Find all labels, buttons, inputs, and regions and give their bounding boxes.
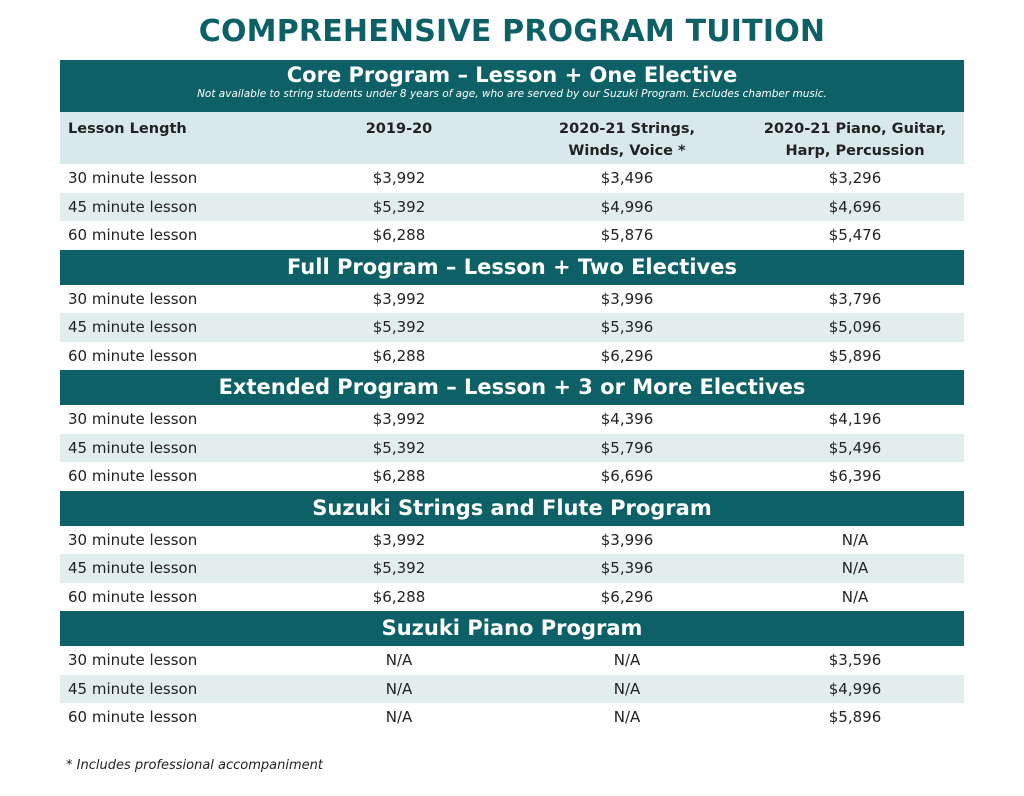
table-row (60, 193, 964, 222)
cell-length: 45 minute lesson (68, 679, 198, 698)
cell-length: 45 minute lesson (68, 318, 198, 337)
cell-piano: $3,596 (828, 651, 882, 670)
cell-strings: N/A (613, 708, 641, 727)
cell-length: 60 minute lesson (68, 226, 198, 245)
cell-piano: $5,496 (828, 438, 882, 457)
cell-length: 30 minute lesson (68, 289, 198, 308)
cell-length: 60 minute lesson (68, 467, 198, 486)
cell-piano: N/A (841, 559, 869, 578)
cell-strings: N/A (613, 679, 641, 698)
cell-2019-20: $6,288 (372, 226, 426, 245)
col-header-piano-guitar-harp-percussion (746, 112, 964, 164)
cell-2019-20: $3,992 (372, 289, 426, 308)
col-header-strings-winds-voice (508, 112, 746, 164)
cell-strings: $5,876 (600, 226, 654, 245)
cell-length: 45 minute lesson (68, 559, 198, 578)
section-header-suzuki-piano: Suzuki Piano Program (60, 611, 964, 646)
cell-piano: $3,796 (828, 289, 882, 308)
cell-2019-20: $5,392 (372, 318, 426, 337)
table-row (60, 434, 964, 463)
cell-2019-20: N/A (385, 708, 413, 727)
section-header-full: Full Program – Lesson + Two Electives (60, 250, 964, 285)
cell-strings: $6,296 (600, 346, 654, 365)
col-header-length: Lesson Length (68, 121, 187, 137)
cell-2019-20: $5,392 (372, 559, 426, 578)
page-title: COMPREHENSIVE PROGRAM TUITION (198, 14, 826, 49)
cell-piano: $3,296 (828, 169, 882, 188)
cell-piano: $4,196 (828, 410, 882, 429)
section-header-core (60, 60, 964, 112)
col-header-line: Winds, Voice * (568, 143, 686, 159)
cell-length: 30 minute lesson (68, 530, 198, 549)
tuition-table (60, 60, 964, 732)
cell-strings: $6,296 (600, 587, 654, 606)
cell-length: 30 minute lesson (68, 410, 198, 429)
cell-strings: $6,696 (600, 467, 654, 486)
section-note: Not available to string students under 8 years of age, who are served by our Suzuki Program. Excludes chamber music. (197, 88, 827, 100)
table-row (60, 313, 964, 342)
cell-length: 60 minute lesson (68, 346, 198, 365)
cell-strings: N/A (613, 651, 641, 670)
section-header-suzuki-strings: Suzuki Strings and Flute Program (60, 491, 964, 526)
cell-2019-20: $6,288 (372, 467, 426, 486)
table-row (60, 554, 964, 583)
cell-piano: $5,896 (828, 708, 882, 727)
cell-strings: $3,996 (600, 289, 654, 308)
table-row (60, 675, 964, 704)
cell-2019-20: $6,288 (372, 346, 426, 365)
cell-2019-20: N/A (385, 651, 413, 670)
table-row (60, 221, 964, 250)
cell-2019-20: $5,392 (372, 438, 426, 457)
col-header-line: 2020-21 Piano, Guitar, (763, 121, 947, 137)
table-row (60, 462, 964, 491)
cell-piano: $5,896 (828, 346, 882, 365)
cell-length: 60 minute lesson (68, 587, 198, 606)
cell-length: 30 minute lesson (68, 169, 198, 188)
cell-piano: $5,096 (828, 318, 882, 337)
col-header-2019-20: 2019-20 (365, 121, 433, 137)
table-row (60, 646, 964, 675)
cell-2019-20: $5,392 (372, 197, 426, 216)
cell-length: 60 minute lesson (68, 708, 198, 727)
cell-strings: $5,396 (600, 559, 654, 578)
cell-strings: $4,996 (600, 197, 654, 216)
cell-strings: $3,496 (600, 169, 654, 188)
table-row (60, 164, 964, 193)
cell-2019-20: $3,992 (372, 530, 426, 549)
cell-strings: $5,396 (600, 318, 654, 337)
section-header-extended: Extended Program – Lesson + 3 or More Electives (60, 370, 964, 405)
cell-piano: $5,476 (828, 226, 882, 245)
table-row (60, 342, 964, 371)
cell-strings: $4,396 (600, 410, 654, 429)
footnote: * Includes professional accompaniment (66, 758, 323, 773)
cell-strings: $3,996 (600, 530, 654, 549)
column-headers (60, 112, 964, 164)
table-row (60, 583, 964, 612)
col-header-line: 2020-21 Strings, (559, 121, 695, 137)
cell-2019-20: $3,992 (372, 169, 426, 188)
cell-piano: N/A (841, 587, 869, 606)
table-row (60, 405, 964, 434)
cell-piano: $4,996 (828, 679, 882, 698)
cell-piano: $4,696 (828, 197, 882, 216)
col-header-line: Harp, Percussion (785, 143, 925, 159)
cell-length: 45 minute lesson (68, 197, 198, 216)
cell-length: 45 minute lesson (68, 438, 198, 457)
cell-2019-20: $3,992 (372, 410, 426, 429)
table-row (60, 703, 964, 732)
cell-length: 30 minute lesson (68, 651, 198, 670)
cell-2019-20: N/A (385, 679, 413, 698)
section-title: Core Program – Lesson + One Elective (286, 63, 738, 87)
cell-piano: N/A (841, 530, 869, 549)
table-row (60, 526, 964, 555)
cell-piano: $6,396 (828, 467, 882, 486)
table-row (60, 285, 964, 314)
cell-strings: $5,796 (600, 438, 654, 457)
cell-2019-20: $6,288 (372, 587, 426, 606)
